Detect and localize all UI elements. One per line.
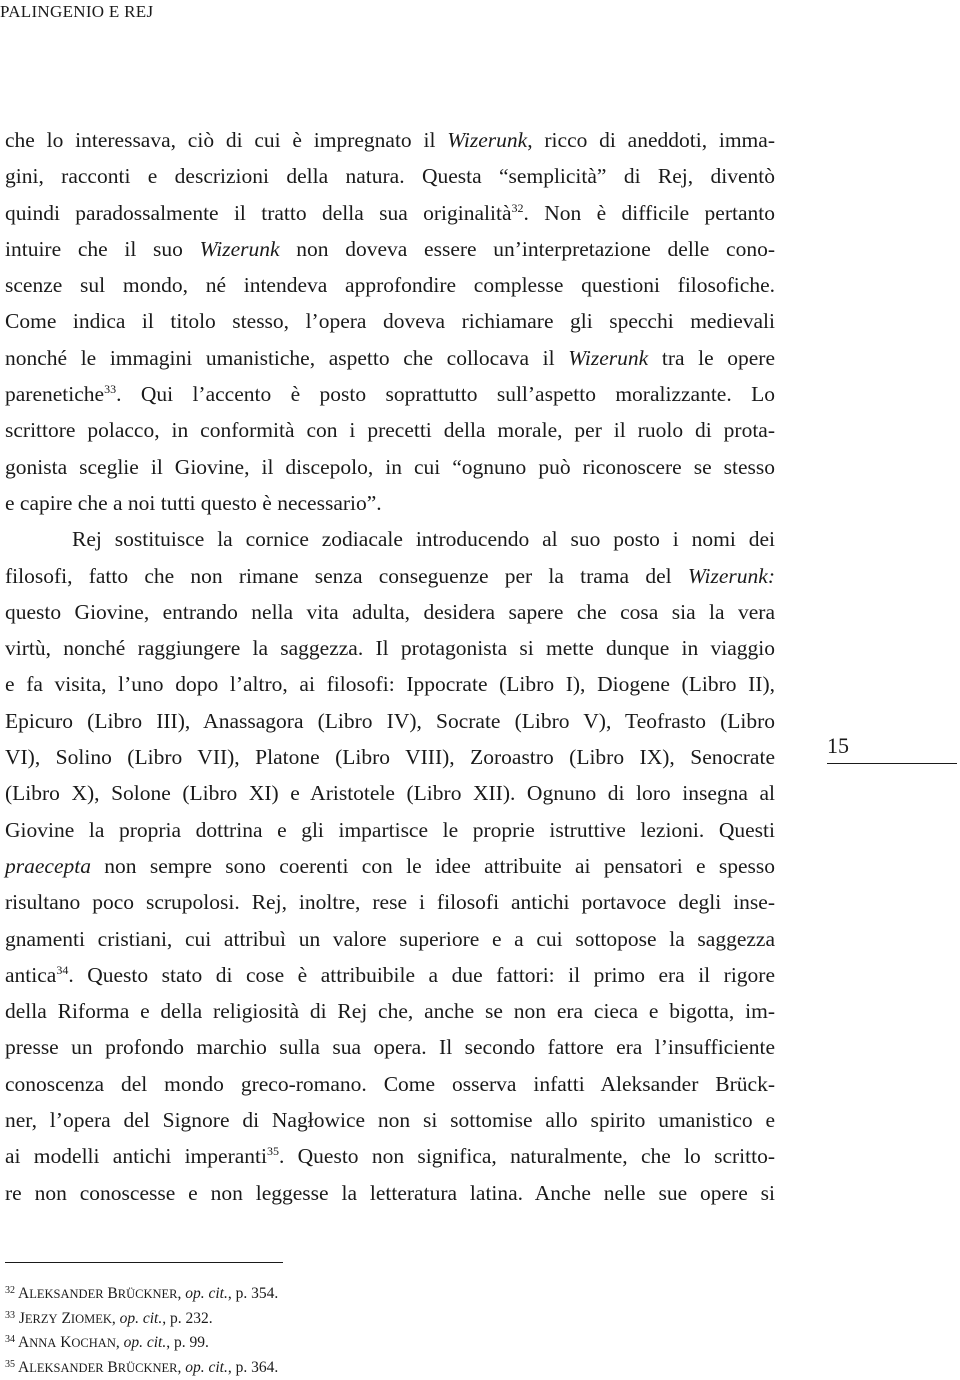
text-line: VI), Solino (Libro VII), Platone (Libro VIII), Zoroastro (Libro IX), Senocrate (5, 739, 775, 775)
footnote: $^{35}$ ALEKSANDER BRÜCKNER, op. cit., p. 364. (5, 1356, 278, 1380)
footnote-ref: 34 (56, 963, 68, 977)
text-line: filosofi, fatto che non rimane senza conseguenze per la trama del Wizerunk: (5, 558, 775, 594)
text-line: Epicuro (Libro III), Anassagora (Libro IV), Socrate (Libro V), Teofrasto (Libro (5, 703, 775, 739)
text-line: Come indica il titolo stesso, l’opera doveva richiamare gli specchi medievali (5, 303, 775, 339)
text-line: Rej sostituisce la cornice zodiacale introducendo al suo posto i nomi dei (5, 521, 775, 557)
text-line: (Libro X), Solone (Libro XI) e Aristotele (Libro XII). Ognuno di loro insegna al (5, 775, 775, 811)
footnote-ref: 35 (267, 1144, 279, 1158)
text-line: gini, racconti e descrizioni della natura. Questa “semplicità” di Rej, diventò (5, 158, 775, 194)
text-line: gnamenti cristiani, cui attribuì un valore superiore e a cui sottopose la saggezza (5, 921, 775, 957)
text-line: risultano poco scrupolosi. Rej, inoltre, rese i filosofi antichi portavoce degli inse- (5, 884, 775, 920)
text-line: intuire che il suo Wizerunk non doveva essere un’interpretazione delle cono- (5, 231, 775, 267)
footnote: $^{32}$ ALEKSANDER BRÜCKNER, op. cit., p. 354. (5, 1282, 278, 1307)
footnote-ref: 33 (104, 382, 116, 396)
text-line: ner, l’opera del Signore di Nagłowice non si sottomise allo spirito umanistico e (5, 1102, 775, 1138)
footnotes (5, 1282, 278, 1380)
text-line: ai modelli antichi imperanti$^{35}$. Questo non significa, naturalmente, che lo scritto- (5, 1138, 775, 1174)
text-line: quindi paradossalmente il tratto della sua originalità$^{32}$. Non è difficile pertanto (5, 195, 775, 231)
text-line: scrittore polacco, in conformità con i precetti della morale, per il ruolo di prota- (5, 412, 775, 448)
text-line: parenetiche$^{33}$. Qui l’accento è posto soprattutto sull’aspetto moralizzante. Lo (5, 376, 775, 412)
text-line: virtù, nonché raggiungere la saggezza. Il protagonista si mette dunque in viaggio (5, 630, 775, 666)
text-line: scenze sul mondo, né intendeva approfondire complesse questioni filosofiche. (5, 267, 775, 303)
text-line: praecepta non sempre sono coerenti con le idee attribuite ai pensatori e spesso (5, 848, 775, 884)
text-line: re non conoscesse e non leggesse la letteratura latina. Anche nelle sue opere si (5, 1175, 775, 1211)
text-line: conoscenza del mondo greco-romano. Come osserva infatti Aleksander Brück- (5, 1066, 775, 1102)
footnote-ref: 32 (512, 201, 524, 215)
text-line: e capire che a noi tutti questo è necessario”. (5, 485, 775, 521)
text-line: antica$^{34}$. Questo stato di cose è attribuibile a due fattori: il primo era il rigore (5, 957, 775, 993)
text-line: presse un profondo marchio sulla sua opera. Il secondo fattore era l’insufficiente (5, 1029, 775, 1065)
text-line: e fa visita, l’uno dopo l’altro, ai filosofi: Ippocrate (Libro I), Diogene (Libro II), (5, 666, 775, 702)
running-head: PALINGENIO E REJ (0, 2, 153, 22)
page-number: 15 (827, 733, 957, 764)
text-line: questo Giovine, entrando nella vita adulta, desidera sapere che cosa sia la vera (5, 594, 775, 630)
text-line: che lo interessava, ciò di cui è impregnato il Wizerunk, ricco di aneddoti, imma- (5, 122, 775, 158)
footnote: $^{33}$ JERZY ZIOMEK, op. cit., p. 232. (5, 1307, 278, 1332)
text-line: Giovine la propria dottrina e gli impartisce le proprie istruttive lezioni. Questi (5, 812, 775, 848)
footnote: $^{34}$ ANNA KOCHAN, op. cit., p. 99. (5, 1331, 278, 1356)
text-line: nonché le immagini umanistiche, aspetto che collocava il Wizerunk tra le opere (5, 340, 775, 376)
footnote-divider (5, 1262, 283, 1263)
body-text (5, 122, 775, 1211)
text-line: gonista sceglie il Giovine, il discepolo, in cui “ognuno può riconoscere se stesso (5, 449, 775, 485)
text-line: della Riforma e della religiosità di Rej che, anche se non era cieca e bigotta, im- (5, 993, 775, 1029)
